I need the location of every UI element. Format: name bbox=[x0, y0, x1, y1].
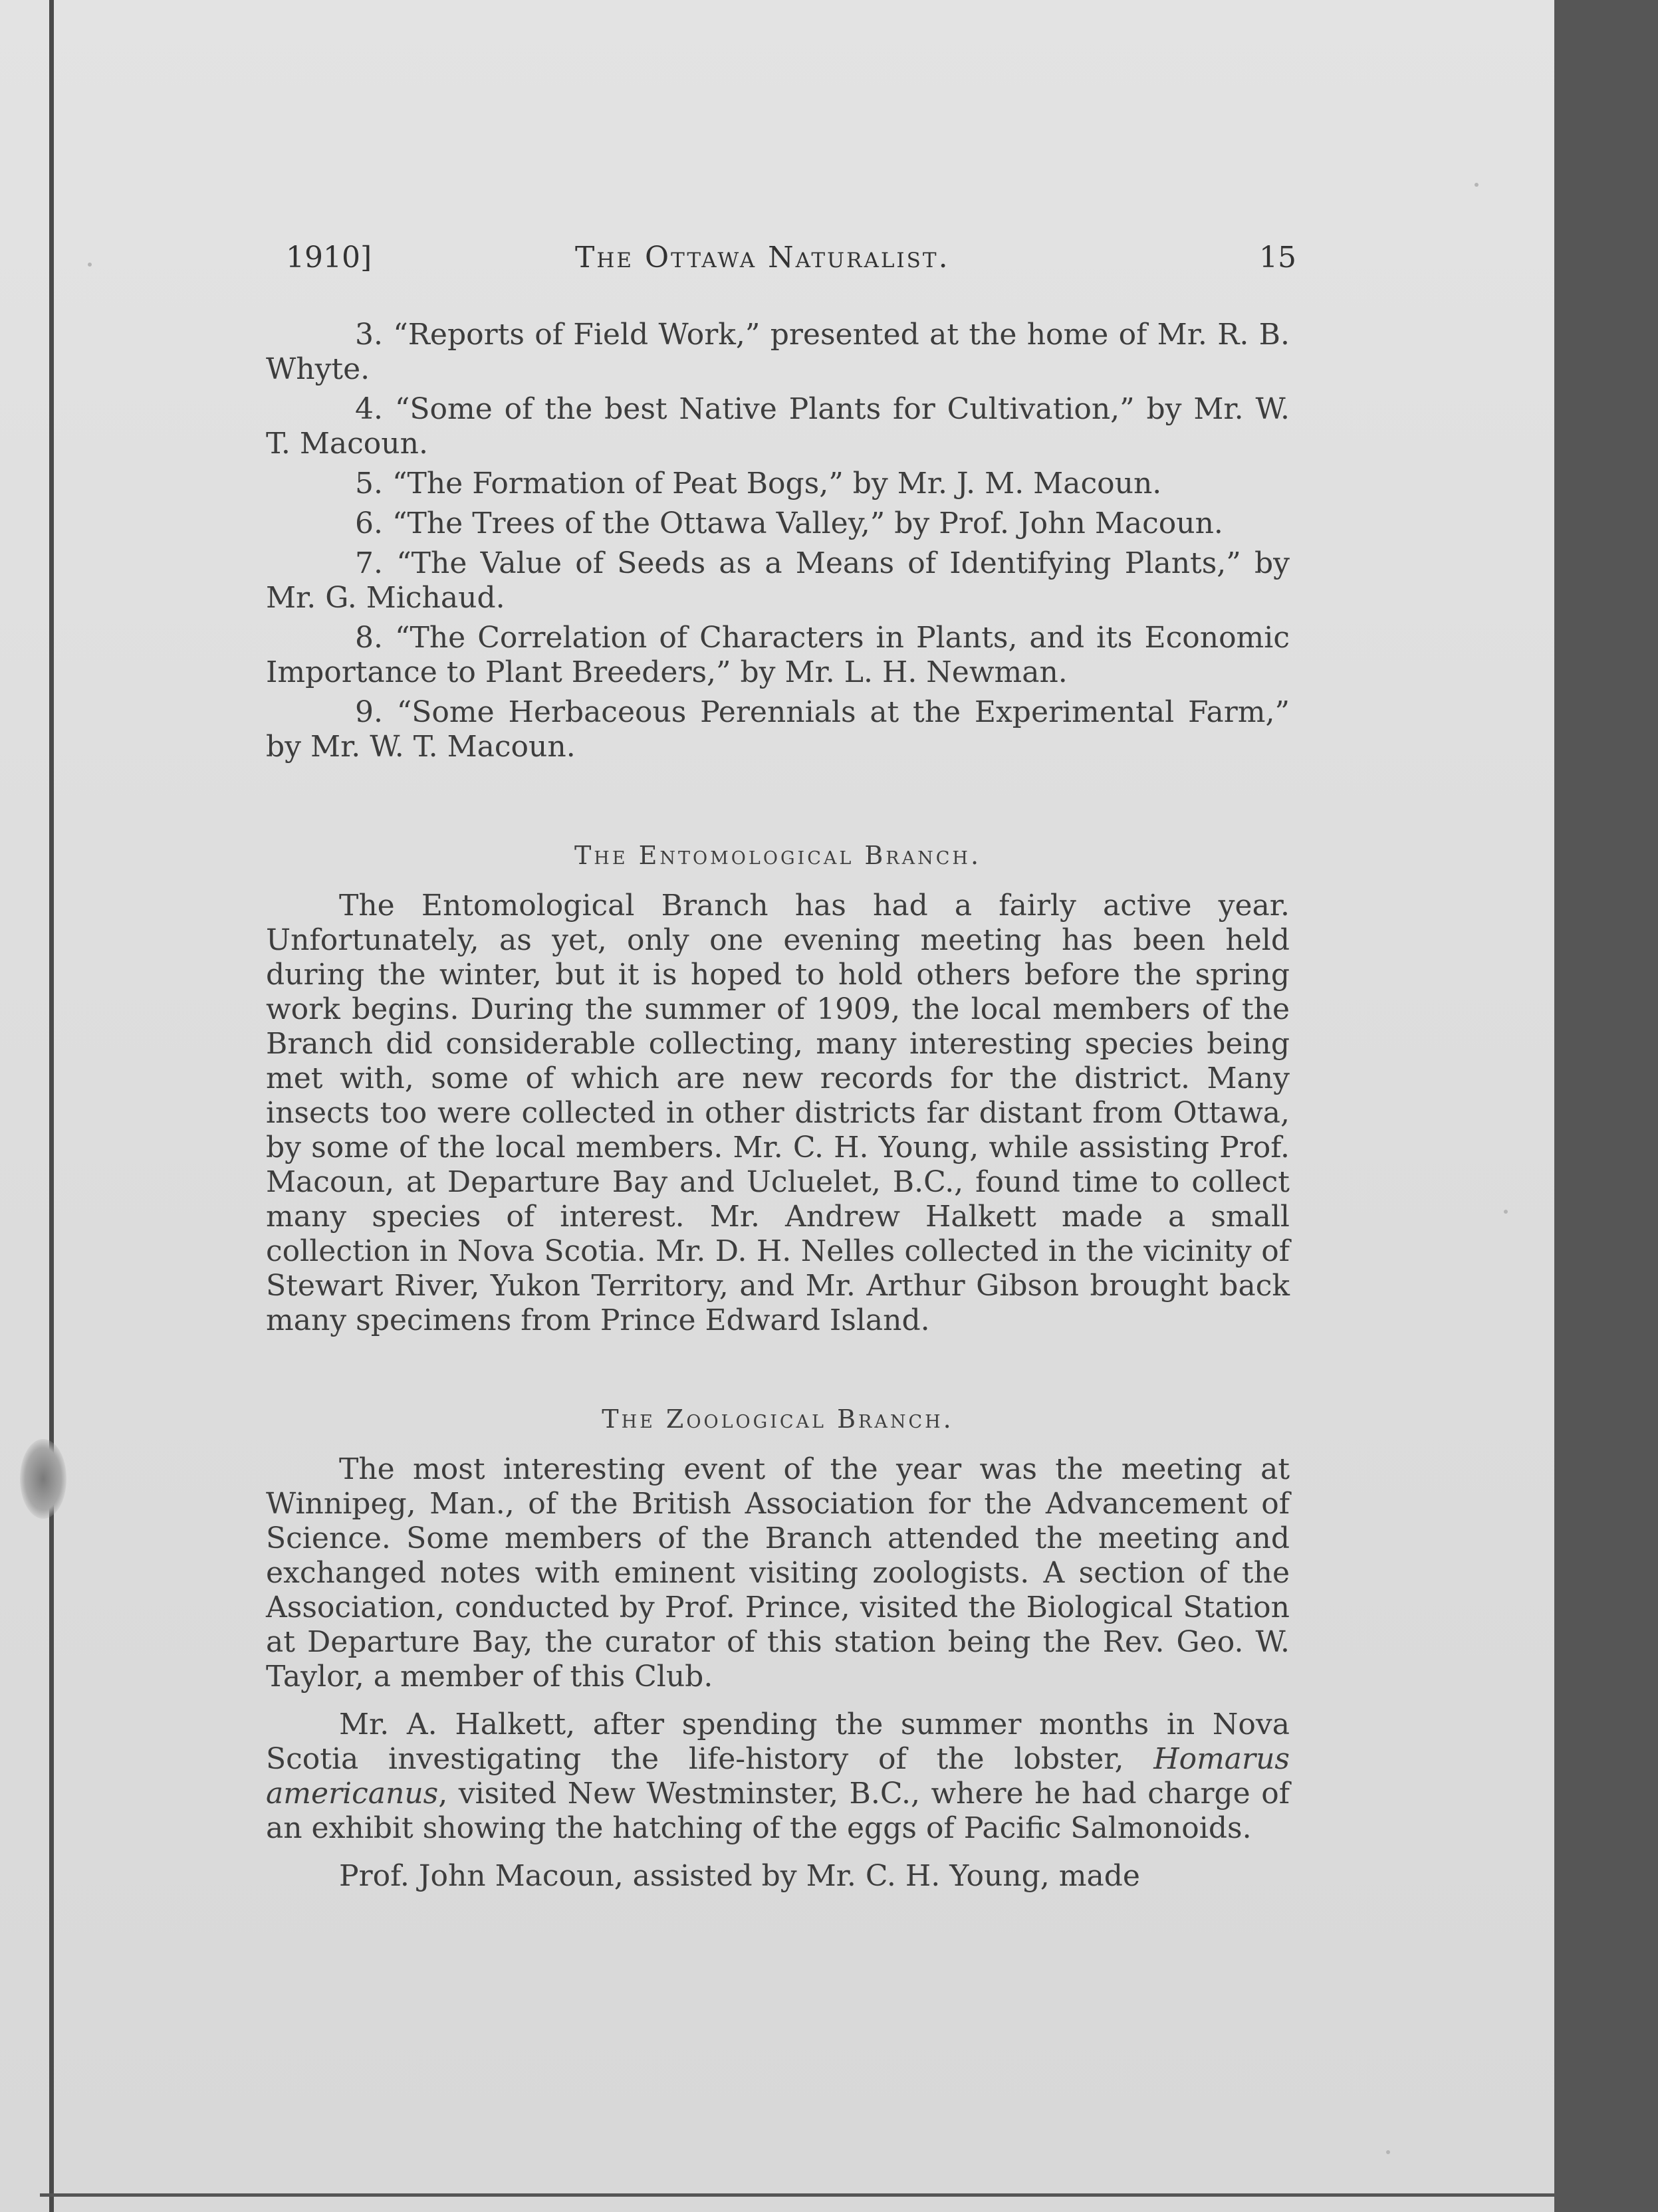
list-item-number: 9. bbox=[355, 695, 383, 729]
dust-speck bbox=[1504, 1210, 1508, 1214]
list-item-number: 8. bbox=[355, 621, 383, 655]
header-year: 1910] bbox=[286, 241, 372, 275]
ink-smudge bbox=[20, 1439, 66, 1519]
dust-speck bbox=[88, 263, 92, 267]
list-item bbox=[266, 695, 1290, 764]
list-item-text: “The Value of Seeds as a Means of Identifying Plants,” by Mr. G. Michaud. bbox=[266, 546, 1290, 615]
paragraph-text: Mr. A. Halkett, after spending the summer months in Nova Scotia investigating the life-history of the lobster, bbox=[266, 1708, 1290, 1776]
bottom-edge-line bbox=[40, 2193, 1562, 2197]
entomological-heading: The Entomological Branch. bbox=[574, 841, 982, 870]
list-item-text: “Some Herbaceous Perennials at the Experimental Farm,” by Mr. W. T. Macoun. bbox=[266, 695, 1290, 764]
list-item-number: 7. bbox=[355, 546, 383, 580]
list-item-text: “Reports of Field Work,” presented at the home of Mr. R. B. Whyte. bbox=[266, 318, 1290, 386]
list-item-number: 4. bbox=[355, 392, 383, 426]
zoological-paragraph-3: Prof. John Macoun, assisted by Mr. C. H. Young, made bbox=[339, 1859, 1140, 1893]
list-item-text: “The Trees of the Ottawa Valley,” by Prof. John Macoun. bbox=[392, 506, 1223, 540]
entomological-paragraph: The Entomological Branch has had a fairly active year. Unfortunately, as yet, only one evening meeting has been held during the winter, but it is hoped to hold others before the spring work begins. During the summer of 1909, the local members of the Branch did considerable collecting, many interesting species being met with, some of which are new records for the district. Many insects too were collected in other districts far distant from Ottawa, by some of the local members. Mr. C. H. Young, while assisting Prof. Macoun, at Departure Bay and Ucluelet, B.C., found time to collect many species of interest. Mr. Andrew Halkett made a small collection in Nova Scotia. Mr. D. H. Nelles collected in the vicinity of Stewart River, Yukon Territory, and Mr. Arthur Gibson brought back many specimens from Prince Edward Island. bbox=[266, 889, 1290, 1337]
species-name: Homarus americanus bbox=[266, 1742, 1290, 1811]
list-item-text: “Some of the best Native Plants for Cultivation,” by Mr. W. T. Macoun. bbox=[266, 392, 1290, 461]
scanner-margin bbox=[1554, 0, 1658, 2212]
list-item-text: “The Formation of Peat Bogs,” by Mr. J. M. Macoun. bbox=[392, 467, 1162, 500]
zoological-section bbox=[266, 1452, 1290, 1907]
binding-edge-line bbox=[49, 0, 54, 2212]
paragraph-text: , visited New Westminster, B.C., where he had charge of an exhibit showing the hatching of the eggs of Pacific Salmonoids. bbox=[266, 1777, 1290, 1845]
page-number: 15 bbox=[1259, 241, 1296, 275]
dust-speck bbox=[1475, 183, 1479, 187]
list-item bbox=[266, 621, 1290, 690]
list-item-number: 3. bbox=[355, 318, 383, 352]
running-header bbox=[286, 241, 1296, 280]
list-item-number: 6. bbox=[355, 506, 383, 540]
list-item bbox=[266, 506, 1290, 541]
zoological-paragraph-1: The most interesting event of the year was the meeting at Winnipeg, Man., of the British Association for the Advancement of Science. Some members of the Branch attended the meeting and exchanged notes with eminent visiting zoologists. A section of the Association, conducted by Prof. Prince, visited the Biological Station at Departure Bay, the curator of this station being the Rev. Geo. W. Taylor, a member of this Club. bbox=[266, 1452, 1290, 1694]
list-item bbox=[266, 318, 1290, 387]
list-item bbox=[266, 467, 1290, 501]
list-item-number: 5. bbox=[355, 467, 383, 500]
lecture-list bbox=[266, 318, 1290, 770]
dust-speck bbox=[1386, 2150, 1390, 2154]
list-item bbox=[266, 392, 1290, 461]
zoological-paragraph-2 bbox=[266, 1708, 1290, 1846]
list-item bbox=[266, 546, 1290, 615]
list-item-text: “The Correlation of Characters in Plants, and its Economic Importance to Plant Breeders,” by Mr. L. H. Newman. bbox=[266, 621, 1290, 689]
entomological-section bbox=[266, 889, 1290, 1351]
zoological-heading: The Zoological Branch. bbox=[602, 1404, 954, 1434]
header-journal-title: The Ottawa Naturalist. bbox=[575, 241, 950, 275]
